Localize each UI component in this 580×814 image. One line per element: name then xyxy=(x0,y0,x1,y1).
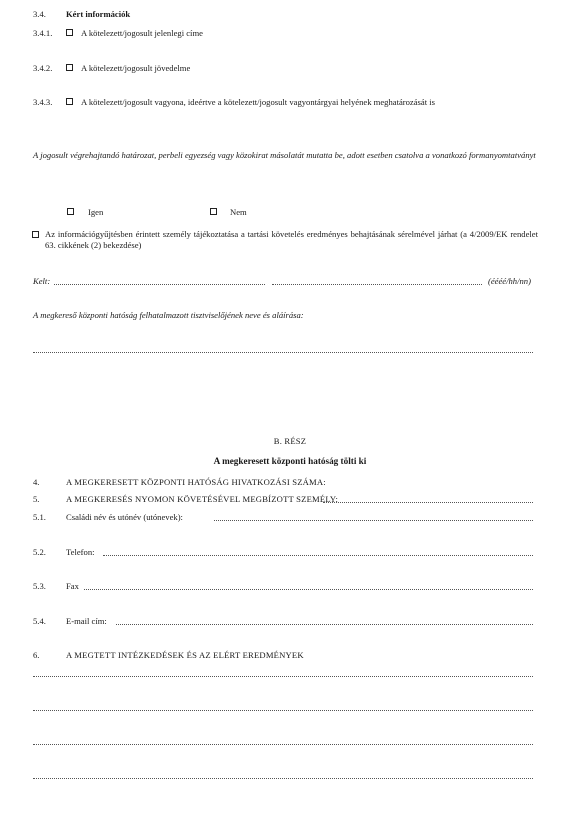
kelt-label: Kelt: xyxy=(33,276,51,286)
decision-copy-note: A jogosult végrehajtandó határozat, perbeli egyezség vagy közokirat másolatát mutatta be, adott esetben csatolva a vonatkozó formanyomtatványt xyxy=(33,150,536,160)
measures-line-4[interactable] xyxy=(33,778,533,779)
responsible-person-label: A MEGKERESÉS NYOMON KÖVETÉSÉVEL MEGBÍZOTT SZEMÉLY: xyxy=(66,494,339,504)
section-3-4-1-number: 3.4.1. xyxy=(33,28,53,38)
email-label: E-mail cím: xyxy=(66,616,107,626)
current-address-label: A kötelezett/jogosult jelenlegi címe xyxy=(81,28,203,38)
section-5-number: 5. xyxy=(33,494,40,504)
income-label: A kötelezett/jogosult jövedelme xyxy=(81,63,191,73)
fax-field[interactable] xyxy=(84,589,533,590)
place-field[interactable] xyxy=(54,284,265,285)
section-5-2-number: 5.2. xyxy=(33,547,46,557)
income-checkbox[interactable] xyxy=(66,64,73,71)
section-3-4-2-number: 3.4.2. xyxy=(33,63,53,73)
part-b-heading: B. RÉSZ xyxy=(273,436,307,446)
measures-line-3[interactable] xyxy=(33,744,533,745)
phone-label: Telefon: xyxy=(66,547,95,557)
section-3-4-title: Kért információk xyxy=(66,9,131,19)
responsible-person-field[interactable] xyxy=(323,502,533,503)
measures-line-2[interactable] xyxy=(33,710,533,711)
section-5-4-number: 5.4. xyxy=(33,616,46,626)
reference-number-label: A MEGKERESETT KÖZPONTI HATÓSÁG HIVATKOZÁSI SZÁMA: xyxy=(66,477,326,487)
email-field[interactable] xyxy=(116,624,533,625)
date-format-hint: (éééé/hh/nn) xyxy=(488,276,531,286)
signature-note: A megkereső központi hatóság felhatalmazott tisztviselőjének neve és aláírása: xyxy=(33,310,304,320)
current-address-checkbox[interactable] xyxy=(66,29,73,36)
assets-label: A kötelezett/jogosult vagyona, ideértve a kötelezett/jogosult vagyontárgyai helyének meghatározását is xyxy=(81,97,435,107)
section-5-1-number: 5.1. xyxy=(33,512,46,522)
measures-line-1[interactable] xyxy=(33,676,533,677)
section-4-number: 4. xyxy=(33,477,40,487)
full-name-label: Családi név és utónév (utónevek): xyxy=(66,512,183,522)
info-risk-label: Az információgyűjtésben érintett személy tájékoztatása a tartási követelés eredményes behajtásának sérelmével járhat (a 4/2009/EK rendelet 63. cikkének (2) bekezdése) xyxy=(45,229,538,250)
full-name-field[interactable] xyxy=(214,520,533,521)
section-3-4-3-number: 3.4.3. xyxy=(33,97,53,107)
fax-label: Fax xyxy=(66,581,79,591)
yes-checkbox[interactable] xyxy=(67,208,74,215)
signature-field[interactable] xyxy=(33,352,533,353)
no-label: Nem xyxy=(230,207,247,217)
info-risk-checkbox[interactable] xyxy=(32,231,39,238)
part-b-subheading: A megkeresett központi hatóság tölti ki xyxy=(213,456,367,466)
date-field[interactable] xyxy=(272,284,482,285)
section-6-number: 6. xyxy=(33,650,40,660)
yes-label: Igen xyxy=(88,207,104,217)
no-checkbox[interactable] xyxy=(210,208,217,215)
measures-label: A MEGTETT INTÉZKEDÉSEK ÉS AZ ELÉRT EREDMÉNYEK xyxy=(66,650,304,660)
phone-field[interactable] xyxy=(103,555,533,556)
section-5-3-number: 5.3. xyxy=(33,581,46,591)
section-3-4-number: 3.4. xyxy=(33,9,46,19)
assets-checkbox[interactable] xyxy=(66,98,73,105)
